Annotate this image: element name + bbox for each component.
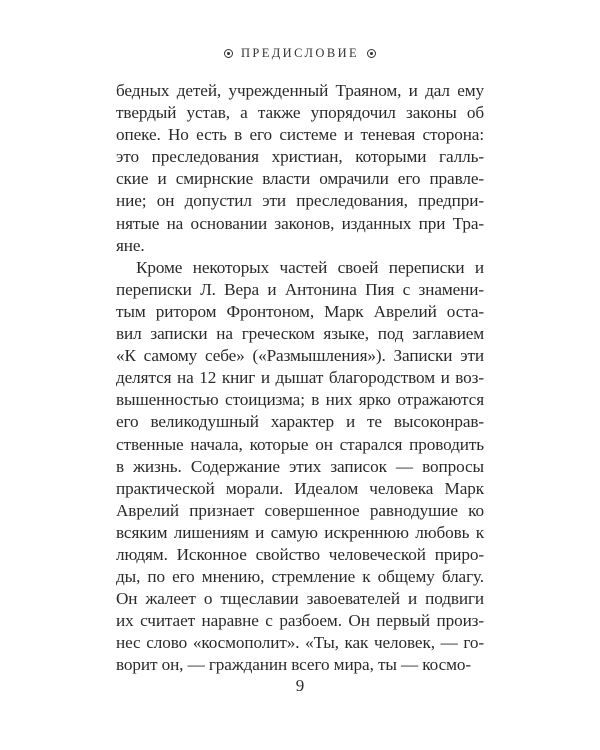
text-line: ды, по его мнению, стремление к общему благу. xyxy=(116,567,484,587)
page-number: 9 xyxy=(295,676,305,695)
text-line: Аврелий признает совершенное равнодушие ко xyxy=(116,500,484,520)
text-line: ние; он допустил эти преследования, предпри- xyxy=(116,191,484,211)
text-line: тым ритором Фронтоном, Марк Аврелий оста- xyxy=(116,301,484,321)
text-line: делятся на 12 книг и дышат благородством и воз- xyxy=(116,368,484,388)
text-line: Кроме некоторых частей своей переписки и xyxy=(136,257,484,277)
text-line: людям. Исконное свойство человеческой приро- xyxy=(116,544,484,564)
text-line: вышенностью стоицизма; в них ярко отражаются xyxy=(116,390,484,410)
text-line: ские и смирнские власти омрачили его правле- xyxy=(116,169,484,189)
text-line: их считает наравне с разбоем. Он первый произ- xyxy=(116,611,484,631)
running-header xyxy=(0,45,600,61)
text-line: нес слово «космополит». «Ты, как человек, — го- xyxy=(116,633,484,653)
body-text xyxy=(116,80,484,677)
header-title: ПРЕДИСЛОВИЕ xyxy=(240,46,360,60)
text-line: всяким лишениям и самую искреннюю любовь к xyxy=(116,522,484,542)
text-line: яне. xyxy=(116,235,145,255)
text-line: ственные начала, которые он старался проводить xyxy=(116,434,484,454)
text-line: нятые на основании законов, изданных при Тра- xyxy=(116,213,484,233)
text-line: это преследования христиан, которыми галль- xyxy=(116,147,484,167)
text-line: в жизнь. Содержание этих записок — вопросы xyxy=(116,456,484,476)
text-line: ворит он, — гражданин всего мира, ты — космо- xyxy=(116,655,472,675)
text-line: твердый устав, а также упорядочил законы об xyxy=(116,103,484,123)
text-line: «К самому себе» («Размышления»). Записки эти xyxy=(116,346,484,366)
text-line: опеке. Но есть в его системе и теневая сторона: xyxy=(116,125,484,145)
ornament-right-icon xyxy=(367,49,376,58)
ornament-left-icon xyxy=(224,49,233,58)
text-line: бедных детей, учрежденный Траяном, и дал ему xyxy=(116,81,484,100)
text-line: переписки Л. Вера и Антонина Пия с знамени- xyxy=(116,279,484,299)
text-line: практической морали. Идеалом человека Марк xyxy=(116,478,484,498)
text-line: Он жалеет о тщеславии завоевателей и подвиги xyxy=(116,589,484,609)
text-line: вил записки на греческом языке, под заглавием xyxy=(116,324,484,344)
text-line: его великодушный характер и те высоконрав- xyxy=(116,412,484,432)
